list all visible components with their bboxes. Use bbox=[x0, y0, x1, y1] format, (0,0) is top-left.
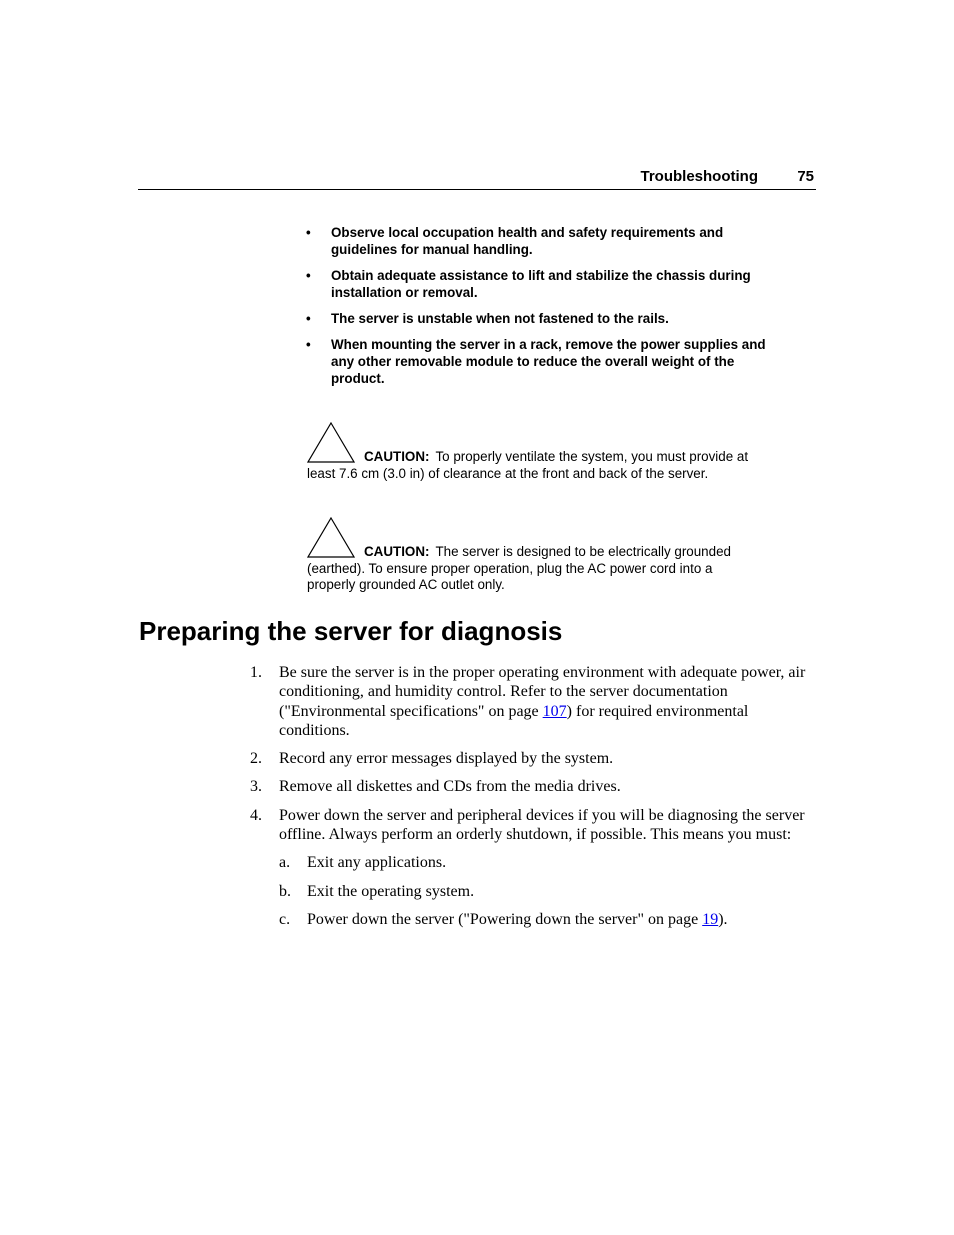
caution-grounding bbox=[307, 517, 762, 594]
bullet-marker: • bbox=[306, 337, 311, 352]
caution-ventilation bbox=[307, 422, 762, 482]
step-number: 2. bbox=[250, 750, 262, 768]
bullet-text: Observe local occupation health and safety requirements and guidelines for manual handling. bbox=[331, 225, 724, 257]
warning-bullet-list bbox=[306, 224, 766, 396]
bullet-text: When mounting the server in a rack, remove the power supplies and any other removable module to reduce the overall weight of the product. bbox=[331, 337, 766, 386]
substep-text-cont: ). bbox=[718, 910, 728, 928]
diagnosis-steps-list bbox=[250, 663, 810, 938]
substep-text: Exit the operating system. bbox=[307, 882, 475, 900]
caution-triangle-icon bbox=[307, 517, 355, 559]
shutdown-substeps-list bbox=[279, 853, 810, 929]
substep-text: Exit any applications. bbox=[307, 854, 447, 872]
list-item bbox=[306, 224, 766, 258]
step-text: Remove all diskettes and CDs from the media drives. bbox=[279, 778, 621, 796]
list-item bbox=[279, 882, 810, 901]
section-heading: Preparing the server for diagnosis bbox=[139, 616, 563, 646]
caution-triangle-icon bbox=[307, 422, 355, 464]
bullet-text: Obtain adequate assistance to lift and stabilize the chassis during installation or removal. bbox=[331, 268, 751, 300]
step-text: Record any error messages displayed by the system. bbox=[279, 750, 614, 768]
caution-label: CAUTION: bbox=[364, 544, 430, 559]
page-header bbox=[138, 168, 816, 190]
list-item bbox=[250, 663, 810, 740]
list-item bbox=[306, 310, 766, 327]
step-text: Power down the server and peripheral devices if you will be diagnosing the server offline. Always perform an orderly shutdown, if possible. This means you must: bbox=[279, 806, 805, 844]
step-number: 3. bbox=[250, 778, 262, 796]
bullet-marker: • bbox=[306, 268, 311, 283]
substep-letter: c. bbox=[279, 910, 291, 928]
caution-text: The server is designed to be electrically grounded (earthed). To ensure proper operation, plug the AC power cord into a properly grounded AC outlet only. bbox=[307, 544, 731, 592]
step-number: 1. bbox=[250, 664, 262, 681]
header-section-title: Troubleshooting bbox=[640, 168, 758, 185]
step-number: 4. bbox=[250, 806, 262, 824]
list-item bbox=[250, 806, 810, 929]
step-text: Be sure the server is in the proper operating environment with adequate power, air conditioning, and humidity control. Refer to the server documentation ("Environmental specifications" on page bbox=[279, 664, 806, 720]
list-item bbox=[250, 777, 810, 796]
list-item bbox=[250, 749, 810, 768]
list-item bbox=[306, 267, 766, 301]
list-item bbox=[279, 853, 810, 872]
substep-text: Power down the server ("Powering down the server" on page bbox=[307, 910, 703, 928]
step-text-cont: ) for required environmental conditions. bbox=[279, 702, 749, 739]
bullet-marker: • bbox=[306, 311, 311, 326]
header-page-number: 75 bbox=[797, 168, 814, 185]
caution-text: To properly ventilate the system, you must provide at least 7.6 cm (3.0 in) of clearance at the front and back of the server. bbox=[307, 449, 749, 481]
bullet-text: The server is unstable when not fastened to the rails. bbox=[331, 311, 669, 326]
caution-label: CAUTION: bbox=[364, 449, 430, 464]
bullet-marker: • bbox=[306, 225, 311, 240]
page-link-19[interactable]: 19 bbox=[702, 910, 719, 928]
page-link-107[interactable]: 107 bbox=[542, 702, 567, 720]
list-item bbox=[306, 336, 766, 387]
substep-letter: a. bbox=[279, 854, 291, 872]
substep-letter: b. bbox=[279, 882, 291, 900]
list-item bbox=[279, 910, 810, 929]
